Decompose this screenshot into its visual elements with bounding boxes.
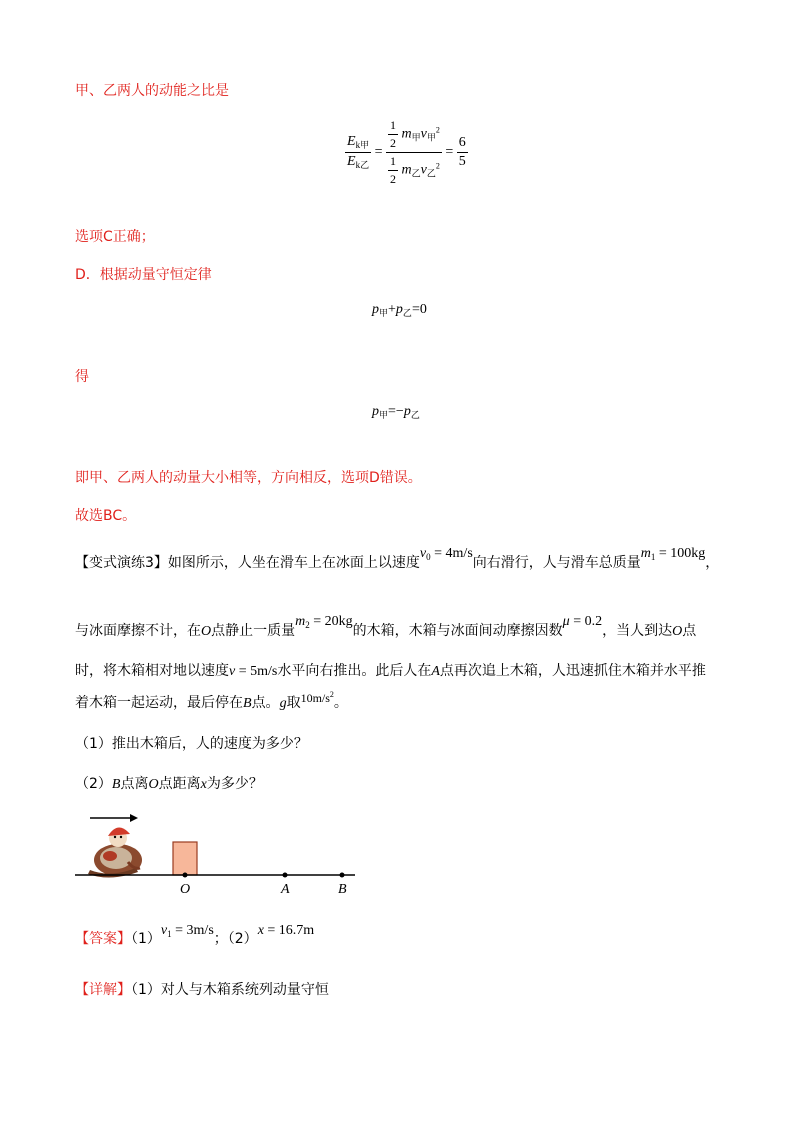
ke-lhs-fraction: $\frac{E_{k甲}}{E_{k乙}}$ bbox=[347, 134, 370, 170]
question-1: （1）推出木箱后，人的速度为多少？ bbox=[75, 736, 308, 752]
wooden-box bbox=[173, 842, 197, 875]
question-2: （2）B点离O点距离x为多少？ bbox=[75, 776, 263, 792]
point-o-marker bbox=[183, 873, 188, 878]
detail-tag: 【详解】 bbox=[75, 982, 131, 998]
problem-tag: 【变式演练3】 bbox=[75, 555, 168, 571]
momentum-formula: $p_甲+p_乙=0$ bbox=[372, 302, 427, 318]
velocity-arrow bbox=[90, 814, 138, 822]
option-d-conclusion: 即甲、乙两人的动量大小相等，方向相反，选项D错误。 bbox=[75, 470, 422, 486]
de-line: 得 bbox=[75, 369, 89, 385]
person-on-sled-figure bbox=[88, 827, 142, 877]
ke-ratio-line: 甲、乙两人的动能之比是 bbox=[75, 83, 229, 99]
answer-tag: 【答案】 bbox=[75, 931, 131, 947]
detail-line: 【详解】（1）对人与木箱系统列动量守恒 bbox=[75, 982, 329, 998]
ke-result-fraction: $\frac{6}{5}$ bbox=[458, 135, 466, 169]
label-b: B bbox=[338, 882, 347, 897]
problem-line-1: 【变式演练3】如图所示，人坐在滑车上在冰面上以速度$v_0 = 4m/s$向右滑行，人与滑车总质量$m_1 = 100kg$， bbox=[75, 546, 720, 571]
label-o: O bbox=[180, 882, 191, 897]
ke-middle-fraction: $\frac{1}{2}$ $m_甲v_甲^2$ $\frac{1}{2}$ $m_乙v_乙^2$ bbox=[386, 118, 442, 187]
answer-line: 【答案】$(1)v_1 = 3m/s$；（2）x = 16.7m bbox=[75, 923, 315, 947]
ke-ratio-formula: $\frac{E_{k甲}}{E_{k乙}}$ = $\frac{1}{2}$ $m_甲v_甲^2$ $\frac{1}{2}$ $m_乙v_乙^2$ = $\frac{6}{5}$ bbox=[347, 118, 466, 186]
problem-line-2: 与冰面摩擦不计，在O点静止一质量$m_2 = 20kg$的木箱，木箱与冰面间动摩擦因数μ = 0.2，当人到达O点 bbox=[75, 614, 697, 639]
point-a-marker bbox=[283, 873, 288, 878]
label-a: A bbox=[281, 882, 290, 897]
option-c-line: 选项C正确； bbox=[75, 229, 155, 245]
momentum-formula-2: $p_甲=-p_乙$ bbox=[372, 404, 420, 420]
problem-line-4: 着木箱一起运动，最后停在B点。g取$10m/s^2$。 bbox=[75, 690, 348, 711]
choose-line: 故选BC。 bbox=[75, 508, 137, 524]
sled-diagram bbox=[70, 808, 360, 900]
problem-line-3: 时，将木箱相对地以速度v = 5m/s水平向右推出。此后人在A点再次追上木箱，人迅速抓住木箱并水平推 bbox=[75, 663, 706, 679]
point-b-marker bbox=[340, 873, 345, 878]
option-d-intro: D．根据动量守恒定律 bbox=[75, 267, 212, 283]
